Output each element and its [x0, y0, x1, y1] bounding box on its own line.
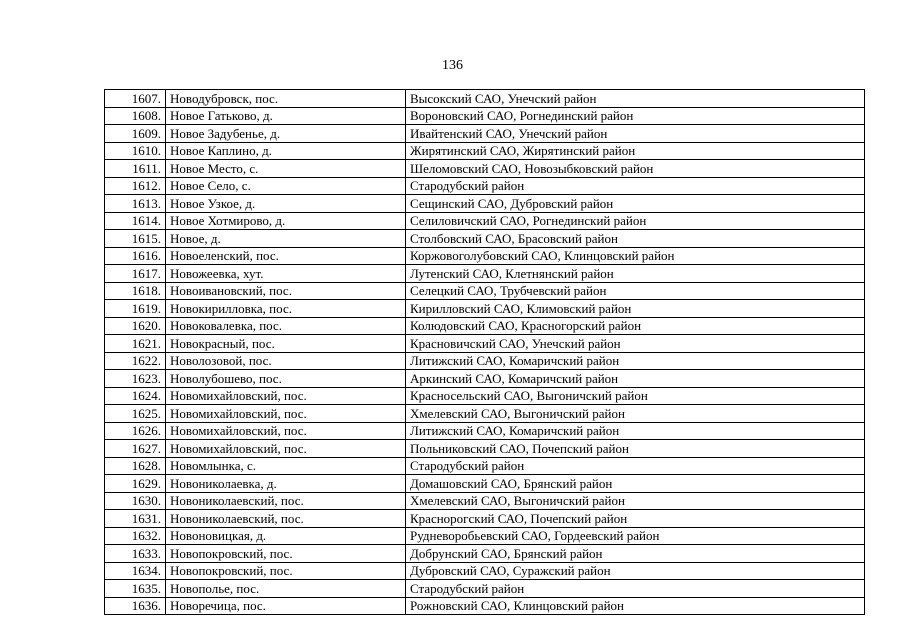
- settlement-name-cell: Новожеевка, хут.: [166, 265, 406, 283]
- settlement-name-cell: Новомихайловский, пос.: [166, 387, 406, 405]
- settlement-name-cell: Новомихайловский, пос.: [166, 422, 406, 440]
- settlement-name-cell: Новоивановский, пос.: [166, 282, 406, 300]
- table-row: [105, 492, 865, 510]
- row-number-cell: 1635.: [105, 580, 166, 598]
- row-number-cell: 1629.: [105, 475, 166, 493]
- table-row: [105, 142, 865, 160]
- row-number-cell: 1618.: [105, 282, 166, 300]
- table-row: [105, 335, 865, 353]
- table-row: [105, 230, 865, 248]
- row-number-cell: 1610.: [105, 142, 166, 160]
- table-row: [105, 440, 865, 458]
- table-row: [105, 195, 865, 213]
- table-row: [105, 580, 865, 598]
- row-number-cell: 1636.: [105, 597, 166, 615]
- row-number-cell: 1633.: [105, 545, 166, 563]
- settlement-name-cell: Новое Село, с.: [166, 177, 406, 195]
- district-cell: Хмелевский САО, Выгоничский район: [406, 492, 865, 510]
- table-body: [105, 90, 865, 615]
- row-number-cell: 1627.: [105, 440, 166, 458]
- table-row: [105, 457, 865, 475]
- district-cell: Высокский САО, Унечский район: [406, 90, 865, 108]
- row-number-cell: 1620.: [105, 317, 166, 335]
- table-row: [105, 90, 865, 108]
- settlements-table: [104, 89, 865, 615]
- settlement-name-cell: Новое Место, с.: [166, 160, 406, 178]
- settlement-name-cell: Новониколаевский, пос.: [166, 492, 406, 510]
- table-row: [105, 352, 865, 370]
- district-cell: Рудневоробьевский САО, Гордеевский район: [406, 527, 865, 545]
- table-row: [105, 125, 865, 143]
- table-row: [105, 300, 865, 318]
- district-cell: Добрунский САО, Брянский район: [406, 545, 865, 563]
- settlement-name-cell: Новое Узкое, д.: [166, 195, 406, 213]
- district-cell: Домашовский САО, Брянский район: [406, 475, 865, 493]
- settlement-name-cell: Новоновицкая, д.: [166, 527, 406, 545]
- settlement-name-cell: Новопокровский, пос.: [166, 545, 406, 563]
- district-cell: Литижский САО, Комаричский район: [406, 352, 865, 370]
- district-cell: Стародубский район: [406, 177, 865, 195]
- district-cell: Стародубский район: [406, 457, 865, 475]
- page-number: 136: [442, 58, 463, 73]
- table-row: [105, 282, 865, 300]
- row-number-cell: 1611.: [105, 160, 166, 178]
- settlement-name-cell: Новое, д.: [166, 230, 406, 248]
- settlement-name-cell: Новомихайловский, пос.: [166, 405, 406, 423]
- district-cell: Рожновский САО, Клинцовский район: [406, 597, 865, 615]
- row-number-cell: 1612.: [105, 177, 166, 195]
- row-number-cell: 1628.: [105, 457, 166, 475]
- row-number-cell: 1609.: [105, 125, 166, 143]
- district-cell: Селиловичский САО, Рогнединский район: [406, 212, 865, 230]
- table-row: [105, 405, 865, 423]
- row-number-cell: 1608.: [105, 107, 166, 125]
- row-number-cell: 1630.: [105, 492, 166, 510]
- settlement-name-cell: Новоеленский, пос.: [166, 247, 406, 265]
- table-row: [105, 177, 865, 195]
- district-cell: Ивайтенский САО, Унечский район: [406, 125, 865, 143]
- settlement-name-cell: Новопокровский, пос.: [166, 562, 406, 580]
- settlement-name-cell: Новолозовой, пос.: [166, 352, 406, 370]
- settlement-name-cell: Новокрасный, пос.: [166, 335, 406, 353]
- table-row: [105, 107, 865, 125]
- table-row: [105, 160, 865, 178]
- district-cell: Жирятинский САО, Жирятинский район: [406, 142, 865, 160]
- row-number-cell: 1615.: [105, 230, 166, 248]
- row-number-cell: 1607.: [105, 90, 166, 108]
- district-cell: Столбовский САО, Брасовский район: [406, 230, 865, 248]
- district-cell: Кирилловский САО, Климовский район: [406, 300, 865, 318]
- table-row: [105, 510, 865, 528]
- settlement-name-cell: Новое Хотмирово, д.: [166, 212, 406, 230]
- district-cell: Литижский САО, Комаричский район: [406, 422, 865, 440]
- table-row: [105, 562, 865, 580]
- district-cell: Коржовоголубовский САО, Клинцовский район: [406, 247, 865, 265]
- district-cell: Краснорогский САО, Почепский район: [406, 510, 865, 528]
- row-number-cell: 1625.: [105, 405, 166, 423]
- district-cell: Дубровский САО, Суражский район: [406, 562, 865, 580]
- district-cell: Шеломовский САО, Новозыбковский район: [406, 160, 865, 178]
- settlement-name-cell: Новоречица, пос.: [166, 597, 406, 615]
- district-cell: Вороновский САО, Рогнединский район: [406, 107, 865, 125]
- district-cell: Красновичский САО, Унечский район: [406, 335, 865, 353]
- settlement-name-cell: Новое Каплино, д.: [166, 142, 406, 160]
- table-row: [105, 317, 865, 335]
- settlement-name-cell: Новониколаевский, пос.: [166, 510, 406, 528]
- row-number-cell: 1621.: [105, 335, 166, 353]
- district-cell: Польниковский САО, Почепский район: [406, 440, 865, 458]
- table-row: [105, 527, 865, 545]
- row-number-cell: 1614.: [105, 212, 166, 230]
- table-row: [105, 247, 865, 265]
- table-row: [105, 387, 865, 405]
- row-number-cell: 1631.: [105, 510, 166, 528]
- row-number-cell: 1623.: [105, 370, 166, 388]
- settlement-name-cell: Новокирилловка, пос.: [166, 300, 406, 318]
- row-number-cell: 1632.: [105, 527, 166, 545]
- district-cell: Сещинский САО, Дубровский район: [406, 195, 865, 213]
- settlement-name-cell: Новолубошево, пос.: [166, 370, 406, 388]
- row-number-cell: 1613.: [105, 195, 166, 213]
- settlement-name-cell: Новополье, пос.: [166, 580, 406, 598]
- row-number-cell: 1626.: [105, 422, 166, 440]
- district-cell: Аркинский САО, Комаричский район: [406, 370, 865, 388]
- settlement-name-cell: Новое Задубенье, д.: [166, 125, 406, 143]
- table-row: [105, 545, 865, 563]
- table-row: [105, 422, 865, 440]
- district-cell: Стародубский район: [406, 580, 865, 598]
- table-row: [105, 370, 865, 388]
- district-cell: Селецкий САО, Трубчевский район: [406, 282, 865, 300]
- settlement-name-cell: Новое Гатьково, д.: [166, 107, 406, 125]
- row-number-cell: 1634.: [105, 562, 166, 580]
- row-number-cell: 1616.: [105, 247, 166, 265]
- row-number-cell: 1622.: [105, 352, 166, 370]
- row-number-cell: 1619.: [105, 300, 166, 318]
- table-row: [105, 475, 865, 493]
- table-row: [105, 597, 865, 615]
- row-number-cell: 1624.: [105, 387, 166, 405]
- settlement-name-cell: Новодубровск, пос.: [166, 90, 406, 108]
- table-row: [105, 212, 865, 230]
- district-cell: Лутенский САО, Клетнянский район: [406, 265, 865, 283]
- settlement-name-cell: Новониколаевка, д.: [166, 475, 406, 493]
- settlement-name-cell: Новомихайловский, пос.: [166, 440, 406, 458]
- district-cell: Хмелевский САО, Выгоничский район: [406, 405, 865, 423]
- district-cell: Красносельский САО, Выгоничский район: [406, 387, 865, 405]
- district-cell: Колюдовский САО, Красногорский район: [406, 317, 865, 335]
- settlement-name-cell: Новомлынка, с.: [166, 457, 406, 475]
- table-row: [105, 265, 865, 283]
- row-number-cell: 1617.: [105, 265, 166, 283]
- settlement-name-cell: Новоковалевка, пос.: [166, 317, 406, 335]
